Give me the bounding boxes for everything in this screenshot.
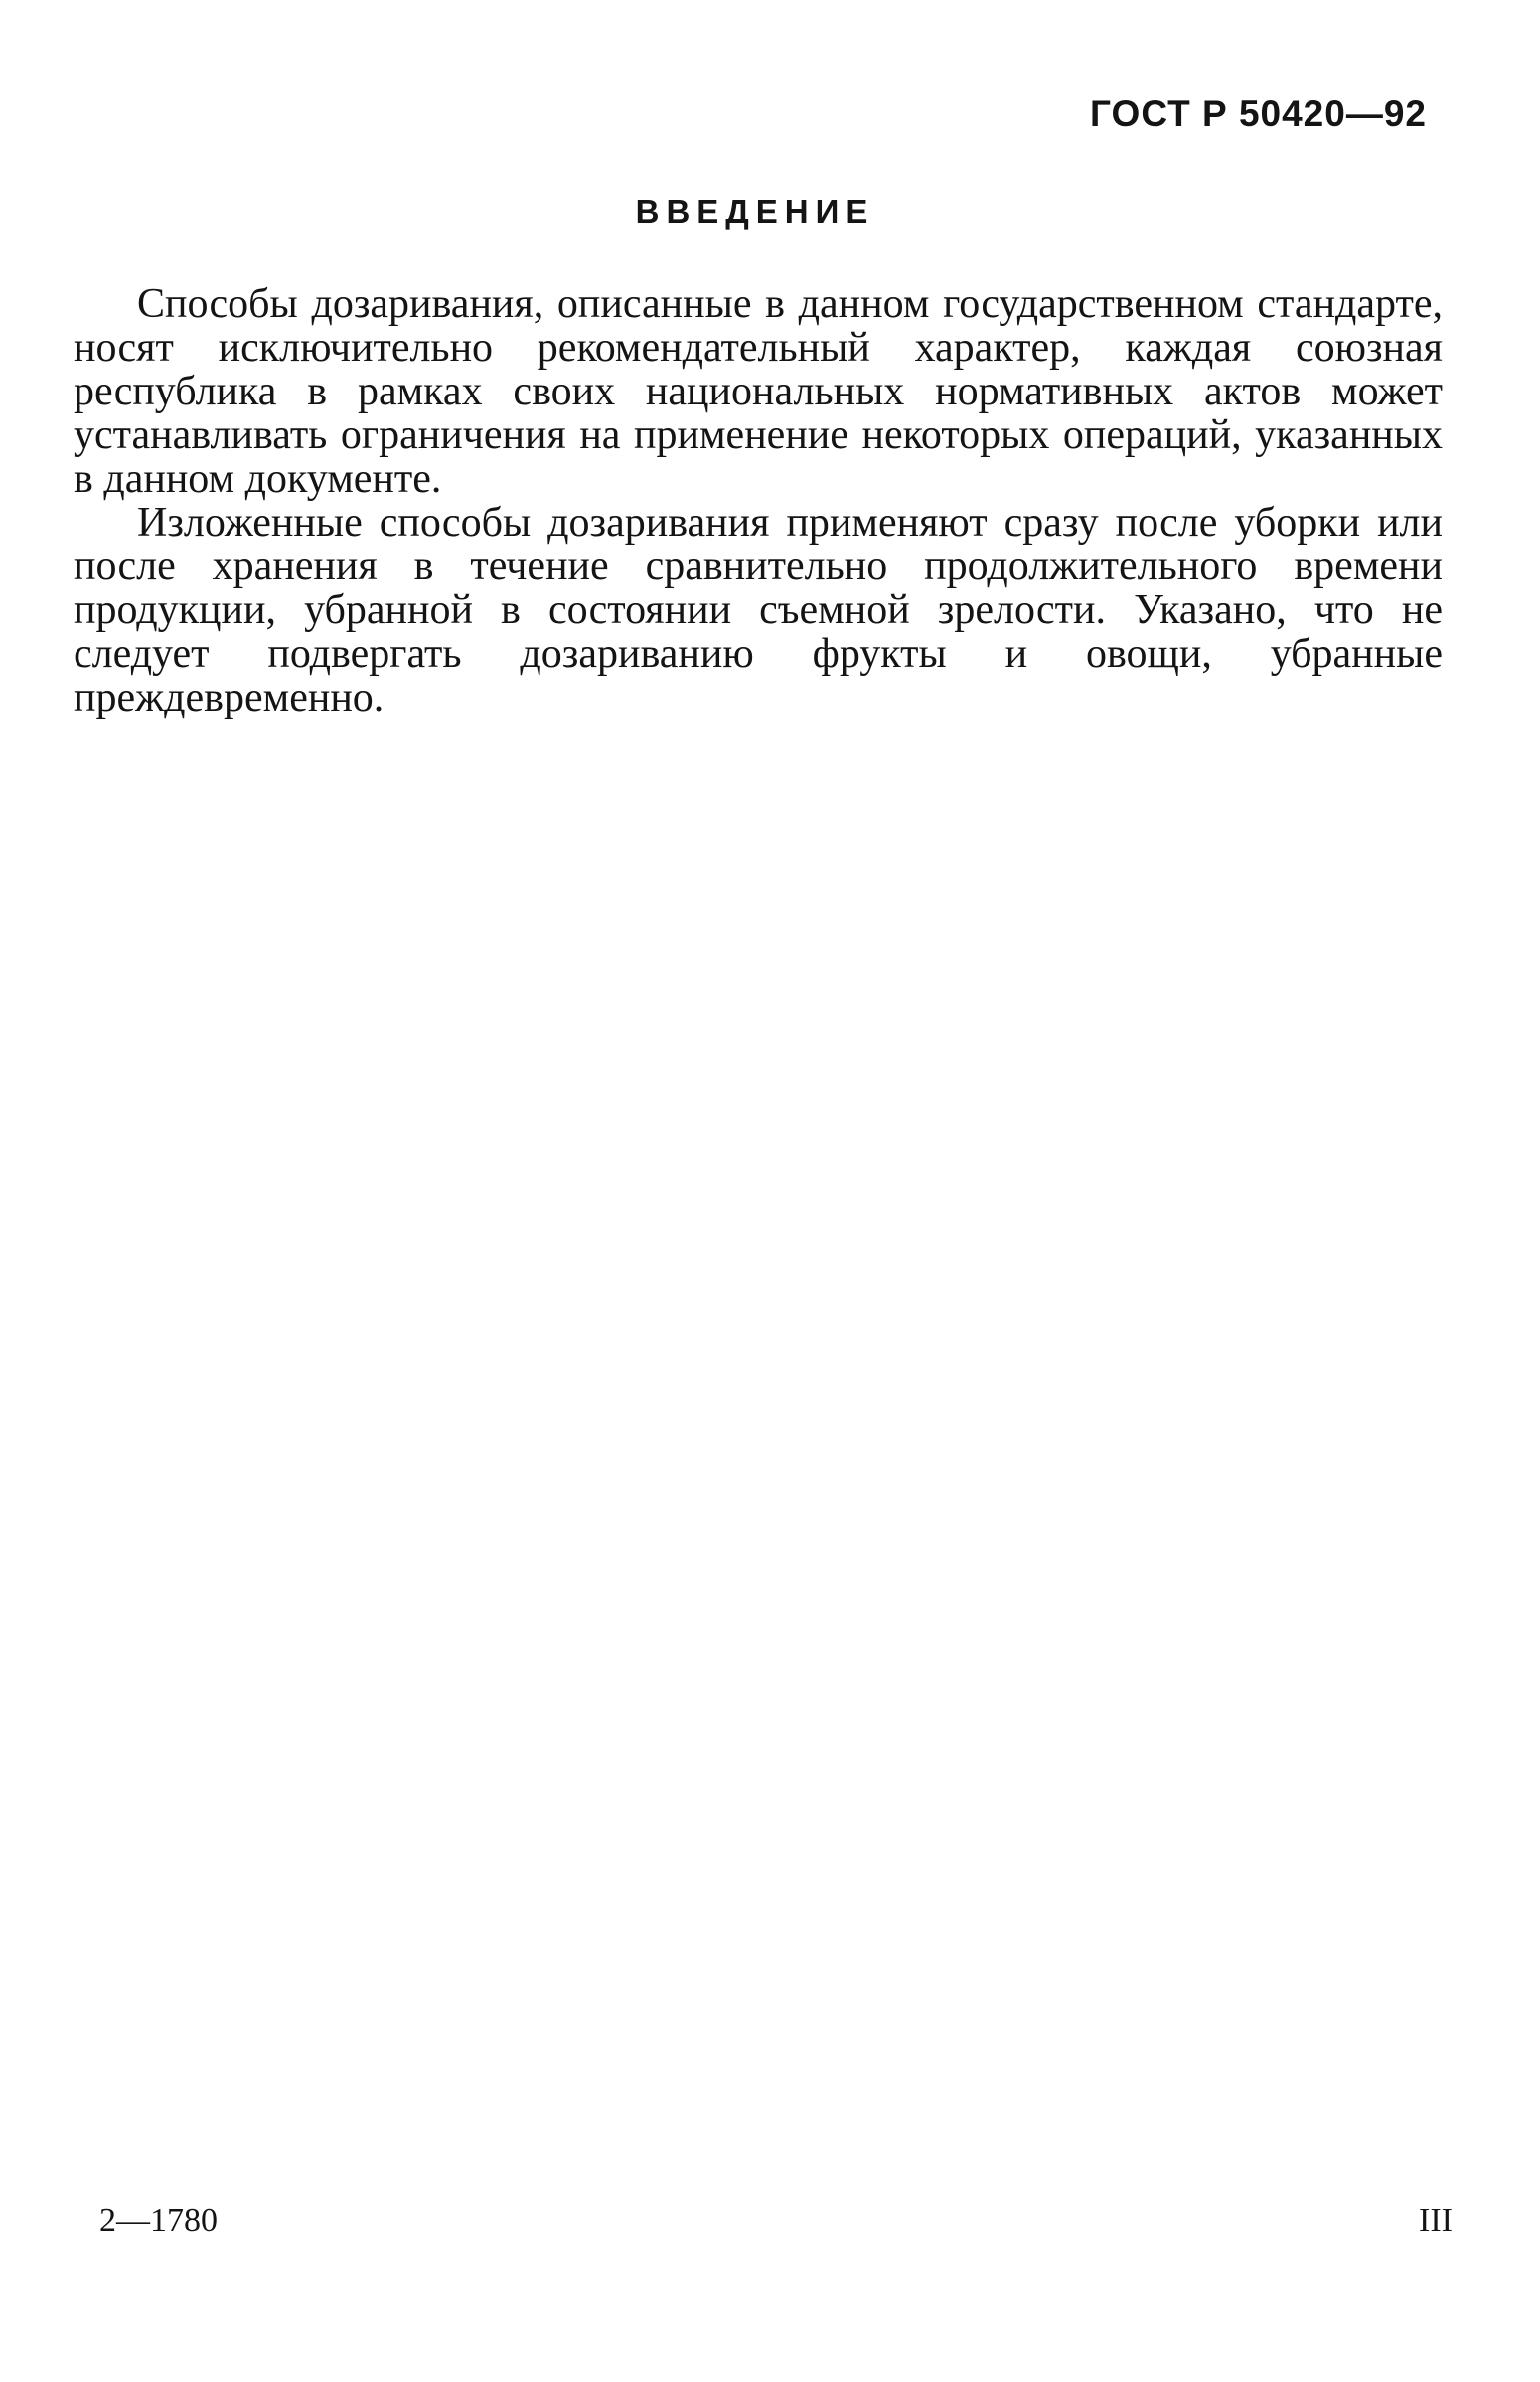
paragraph: Способы дозаривания, описанные в данном государственном стандарте, носят исключительно рекомендательный характер, каждая союзная республика в рамках своих национальных нормативных актов может устанавливать ограничения на применение некоторых операций, указанных в данном документе.: [74, 281, 1443, 502]
page-number: III: [1419, 2202, 1453, 2239]
body-text: [74, 282, 1443, 719]
paragraph: Изложенные способы дозаривания применяют сразу после уборки или после хранения в течение сравнительно продолжительного времени продукции, убранной в состоянии съемной зрелости. Указано, что не следует подвергать дозариванию фрукты и овощи, убранные преждевременно.: [74, 500, 1443, 720]
section-title: ВВЕДЕНИЕ: [635, 193, 875, 230]
print-code: 2—1780: [99, 2202, 218, 2239]
document-code: ГОСТ Р 50420—92: [1090, 93, 1427, 134]
